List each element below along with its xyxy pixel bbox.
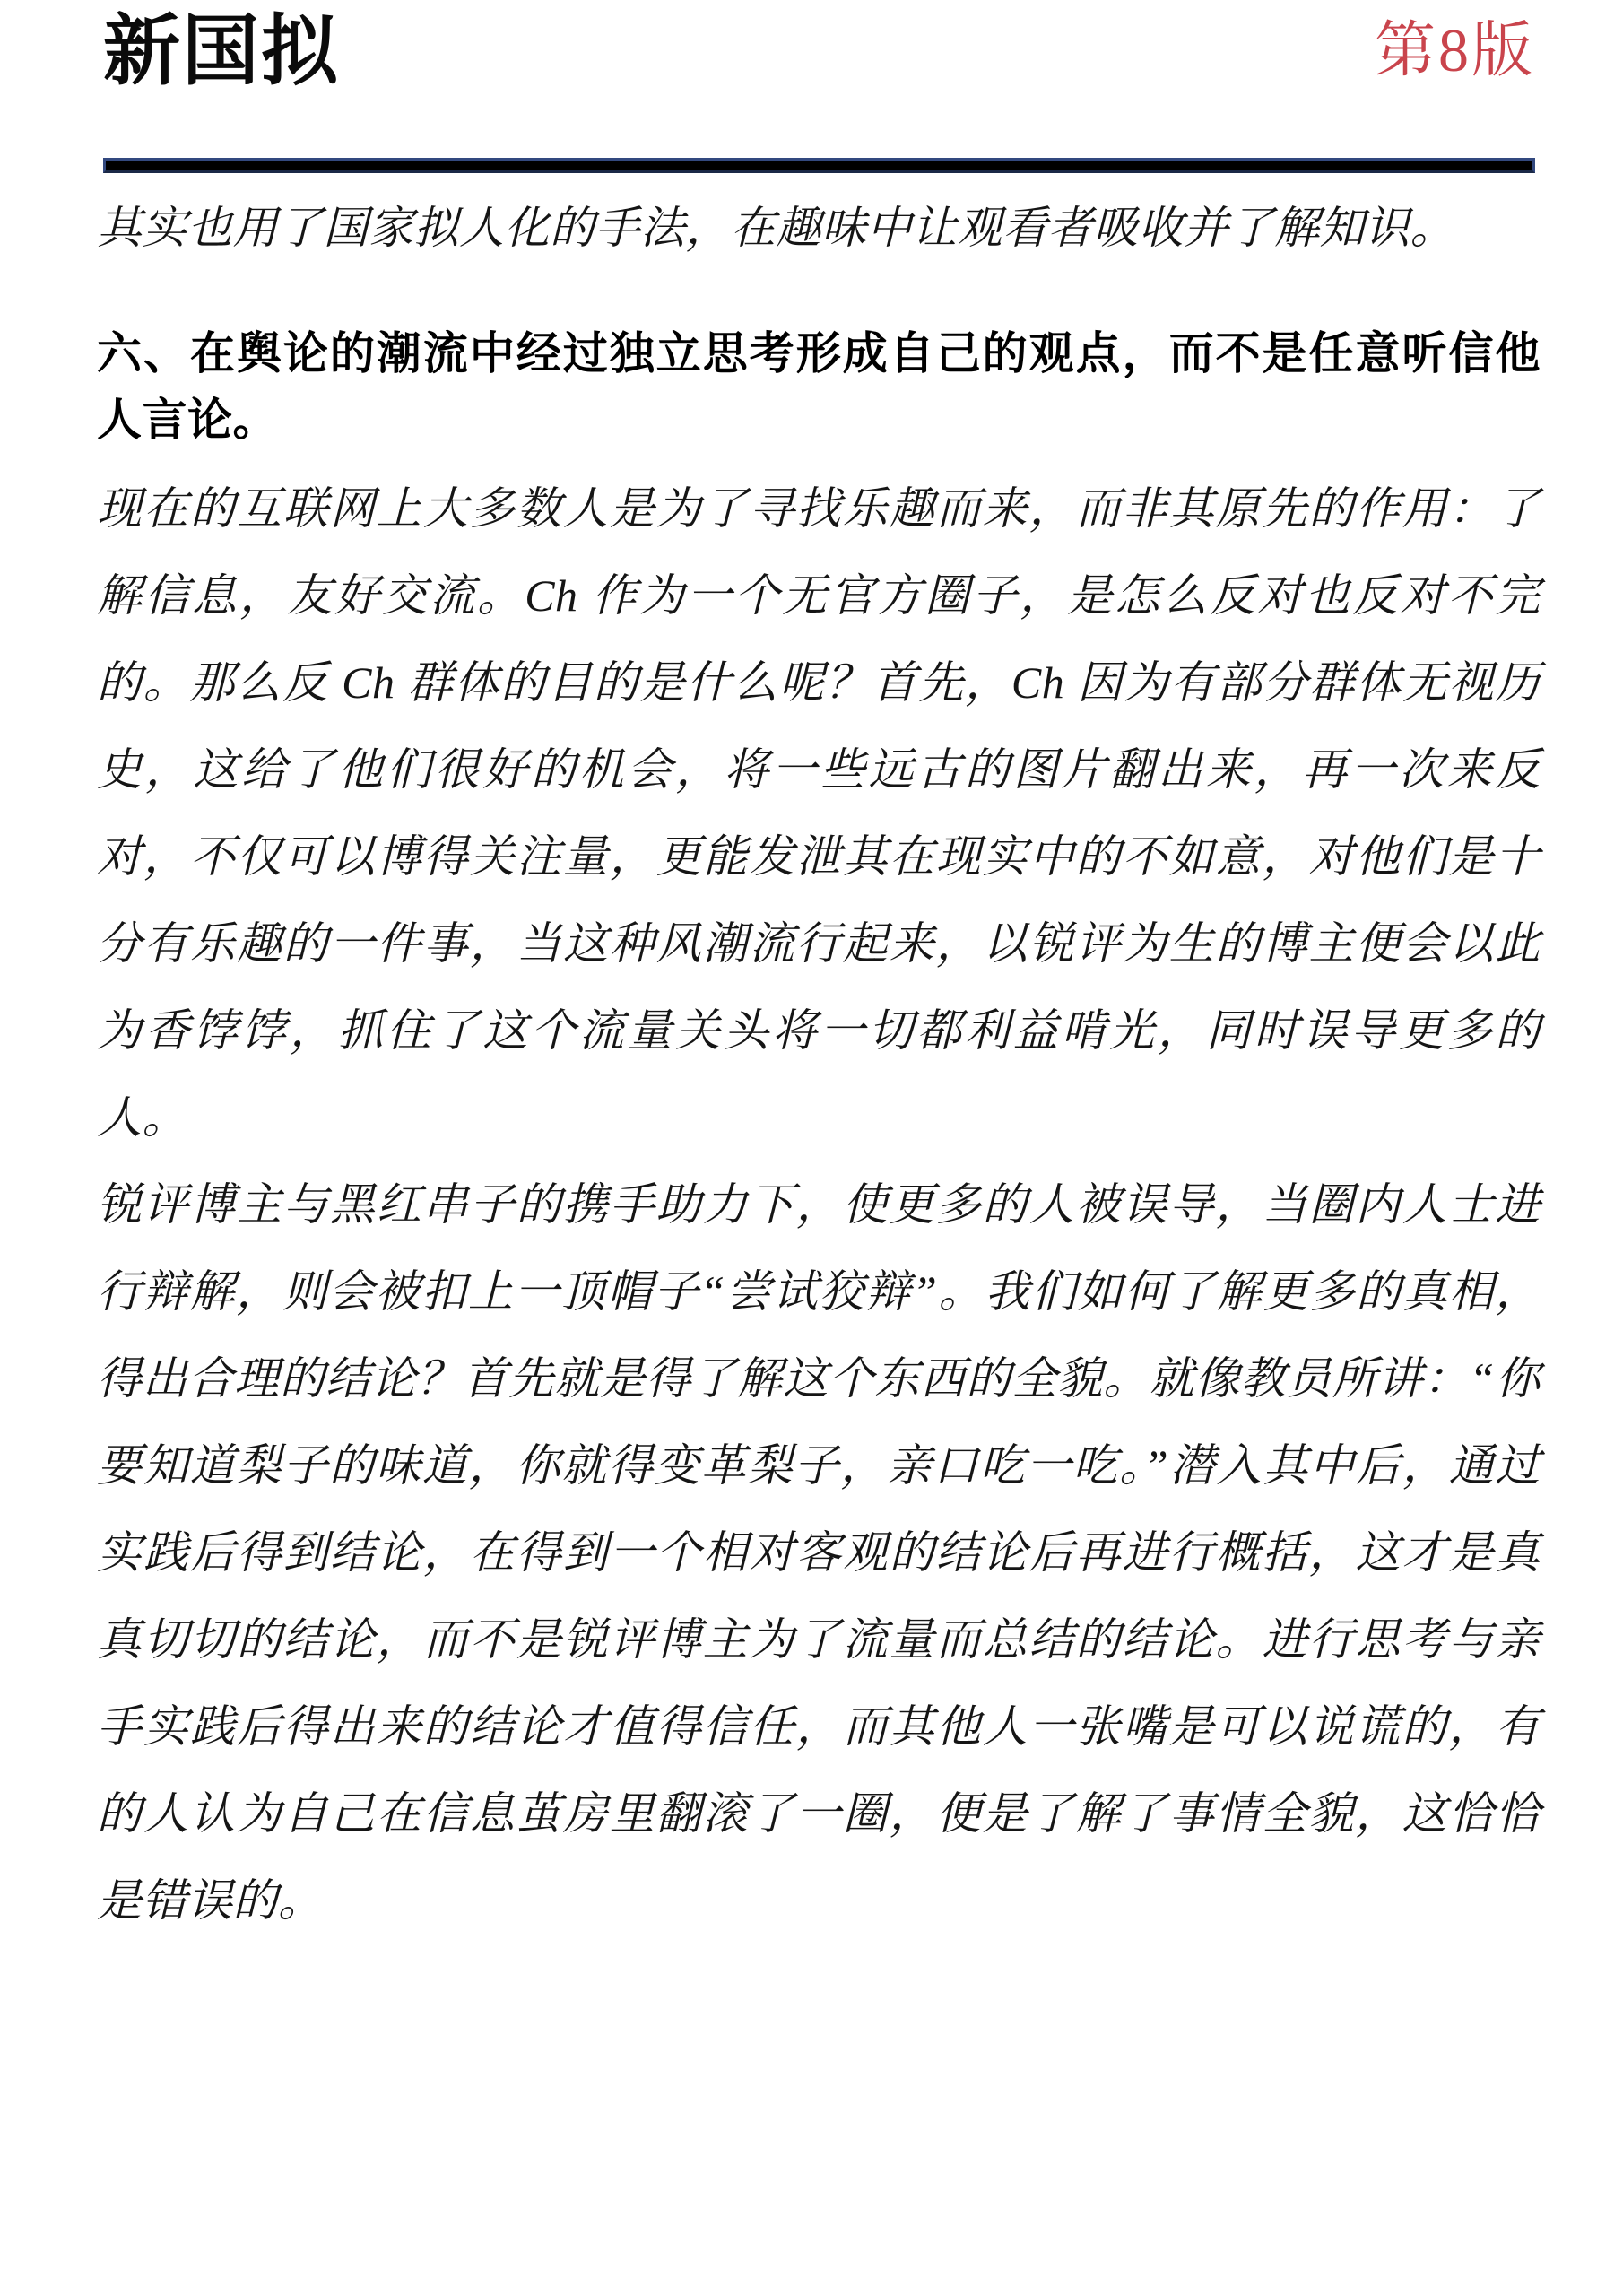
edition-label: 第8版 <box>1374 16 1535 84</box>
lead-paragraph: 其实也用了国家拟人化的手法，在趣味中让观看者吸收并了解知识。 <box>97 203 1455 253</box>
body-paragraph-1: 现在的互联网上大多数人是为了寻找乐趣而来，而非其原先的作用：了解信息，友好交流。Ch 作为一个无官方圈子，是怎么反对也反对不完的。那么反 Ch 群体的目的是什么呢？首先，Ch 因为有部分群体无视历史，这给了他们很好的机会，将一些远古的图片翻出来，再一次来反对，不仅可以博得关注量，更能发泄其在现实中的不如意，对他们是十分有乐趣的一件事，当这种风潮流行起来，以锐评为生的博主便会以此为香饽饽，抓住了这个流量关头将一切都利益啃光，同时误导更多的人。 <box>97 483 1541 1143</box>
section-heading: 六、在舆论的潮流中经过独立思考形成自己的观点，而不是任意听信他人言论。 <box>97 328 1541 445</box>
publication-title: 新国拟 <box>103 8 340 94</box>
body-paragraph-2: 锐评博主与黑红串子的携手助力下，使更多的人被误导，当圈内人士进行辩解，则会被扣上一顶帽子“尝试狡辩”。我们如何了解更多的真相，得出合理的结论？首先就是得了解这个东西的全貌。就像教员所讲：“你要知道梨子的味道，你就得变革梨子，亲口吃一吃。”潜入其中后，通过实践后得到结论，在得到一个相对客观的结论后再进行概括，这才是真真切切的结论，而不是锐评博主为了流量而总结的结论。进行思考与亲手实践后得出来的结论才值得信任，而其他人一张嘴是可以说谎的，有的人认为自己在信息茧房里翻滚了一圈，便是了解了事情全貌，这恰恰是错误的。 <box>97 1179 1541 1926</box>
masthead-divider-rule <box>103 158 1535 173</box>
article-body <box>97 185 1541 1944</box>
masthead <box>0 0 1623 157</box>
